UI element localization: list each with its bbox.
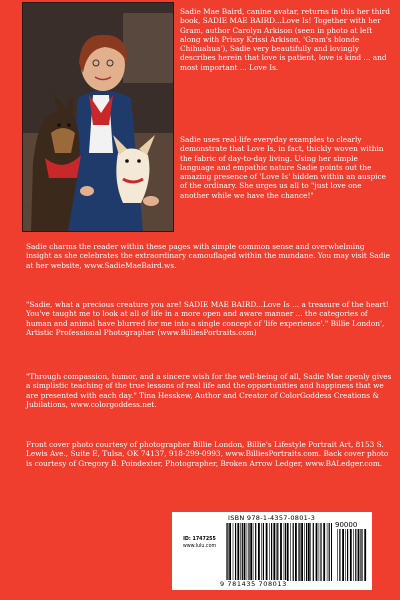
ean-barcode [226, 523, 332, 581]
barcode-panel [172, 512, 372, 590]
addon-barcode [337, 529, 367, 581]
photo-credits: Front cover photo courtesy of photographer Billie London, Billie's Lifestyle Portrait Art, 8153 S. Lewis Ave., Suite E, Tulsa, OK 74137, 918-299-0993, www.BilliesPortraits.com. Back cover photo is courtesy of Gregory B. Poindexter, Photographer, Broken Arrow Ledger, www.BALedger.com. [26, 440, 389, 468]
blurb-website: Sadie charms the reader within these pages with simple common sense and overwhelming insight as she celebrates the extraordinary camouflaged within the mundane. You may visit Sadie at her website, www.SadieMaeBaird.ws. [26, 242, 391, 270]
book-id: ID: 1747255 [183, 537, 216, 542]
lulu-url: www.lulu.com [182, 544, 217, 549]
quote-tina-hesskew: "Through compassion, humor, and a sincere wish for the well-being of all, Sadie Mae openly gives a simplistic teaching of the true lessons of real life and the opportunities and happiness that we are presented with each day." Tina Hesskew, Author and Creator of ColorGoddess Creations & Jubilations, www.colorgoddess.net. [26, 372, 392, 409]
addon-digits: 90000 [335, 521, 358, 529]
isbn-label: ISBN 978-1-4357-0801-3 [228, 514, 316, 522]
quote-billie-london: "Sadie, what a precious creature you are! SADIE MAE BAIRD...Love Is ... a treasure of the heart! You've taught me to look at all of life in a more open and aware manner ... the categories of human and animal have blurred for me into a single concept of 'life experience'." Billie London', Artistic Professional Photographer (www.BilliesPortraits.com) [26, 300, 389, 337]
lulu-id-label [177, 536, 222, 550]
author-photo [22, 2, 174, 232]
blurb-intro: Sadie Mae Baird, canine avatar, returns in this her third book, SADIE MAE BAIRD...Love Is! Together with her Gram, author Carolyn Arkison (seen in photo at left along with Prissy Krissi Arkison, 'Gram's blonde Chihuahua'), Sadie very beautifully and lovingly describes herein that love is patient, love is kind ... and most important ... Love Is. [180, 7, 390, 72]
ean-digits: 9 781435 708013 [220, 580, 287, 588]
blurb-love-is: Sadie uses real-life everyday examples to clearly demonstrate that Love Is, in fact, thickly woven within the fabric of day-to-day living. Using her simple language and empathic nature Sadie points out the amazing presence of 'Love Is' hidden within an auspice of the ordinary. She urges us all to "just love one another while we have the chance!" [180, 135, 386, 200]
